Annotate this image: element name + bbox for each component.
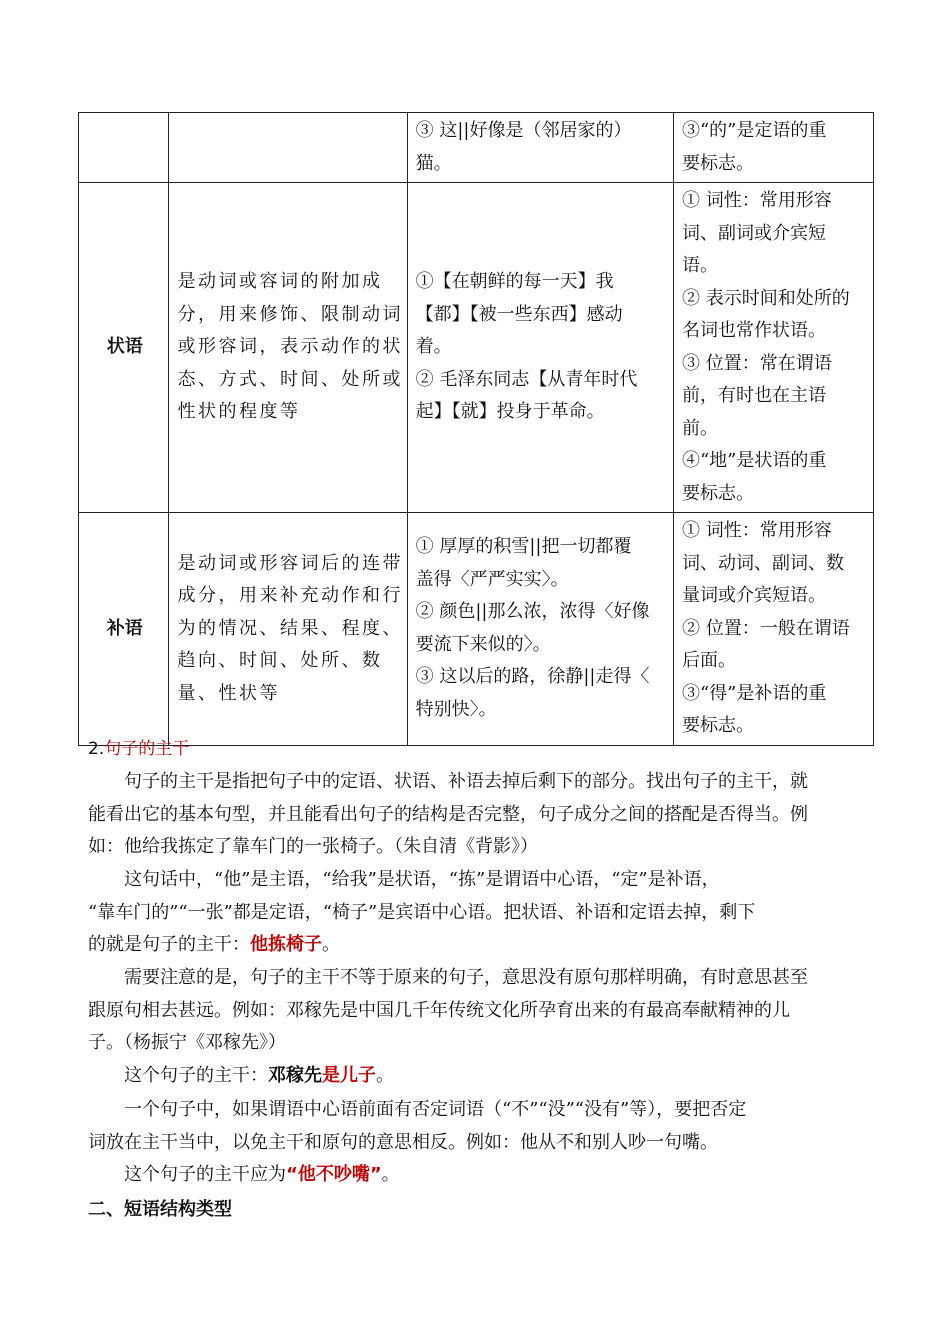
cell-line: ③ 位置：常在谓语: [681, 352, 832, 374]
text-line: 跟原句相去甚远。例如：邓稼先是中国几千年传统文化所孕育出来的有最高奉献精神的儿: [88, 999, 790, 1021]
cell-line: ② 毛泽东同志【从青年时代: [415, 368, 638, 390]
definition-cell: [169, 183, 407, 513]
cell-line: 前。: [681, 417, 718, 439]
text-span: 。: [376, 1065, 394, 1086]
text-line: 子。（杨振宁《邓稼先》）: [88, 1032, 286, 1053]
cell-line: 分，用来修饰、限制动词: [177, 303, 403, 325]
component-name-cell: 补语: [79, 513, 169, 746]
paragraph: [88, 962, 863, 1060]
paragraph: [88, 1060, 863, 1093]
table-row: [79, 113, 874, 183]
table-row: [79, 513, 874, 746]
cell-line: ③ 这以后的路，徐静||走得〈: [415, 666, 650, 688]
text-line: 词放在主干当中，以免主干和原句的意思相反。例如：他从不和别人吵一句嘴。: [88, 1131, 718, 1153]
cell-line: 要标志。: [681, 482, 754, 504]
cell-line: 语。: [681, 255, 718, 276]
cell-line: 要流下来似的〉。: [415, 633, 551, 655]
section-heading: [88, 733, 863, 766]
cell-line: 趋向、时间、处所、数: [177, 650, 383, 671]
cell-line: 量、性状等: [177, 682, 280, 704]
cell-line: ④“地”是状语的重: [681, 450, 827, 471]
definition-cell: [169, 513, 407, 746]
paragraph: [88, 766, 863, 864]
cell-line: 盖得〈严严实实〉。: [415, 568, 569, 590]
feature-cell: [673, 513, 873, 746]
text-span: 的就是句子的主干：: [88, 934, 250, 955]
bold-text: 邓稼先: [268, 1065, 322, 1086]
text-line: [88, 1060, 863, 1093]
cell-line: 词、动词、副词、数: [681, 552, 844, 574]
cell-line: 是动词或形容词后的连带: [177, 552, 403, 574]
feature-cell: [673, 113, 873, 183]
text-line: 这句话中，“他”是主语，“给我”是状语，“拣”是谓语中心语，“定”是补语，: [124, 869, 720, 890]
text-span: 这个句子的主干：: [124, 1065, 268, 1086]
cell-line: 着。: [415, 336, 452, 358]
cell-line: 量词或介宾短语。: [681, 585, 826, 606]
text-line: 需要注意的是，句子的主干不等于原来的句子，意思没有原句那样明确，有时意思甚至: [124, 967, 808, 988]
highlight-text: 他拣椅子: [250, 934, 322, 955]
cell-line: ③“的”是定语的重: [681, 120, 827, 141]
text-span: 这个句子的主干应为: [124, 1164, 286, 1185]
cell-line: ① 词性：常用形容: [681, 190, 832, 211]
cell-line: 【都】【被一些东西】感动: [415, 303, 623, 325]
text-line: 句子的主干是指把句子中的定语、状语、补语去掉后剩下的部分。找出句子的主干，就: [124, 771, 808, 792]
next-section-heading: 二、短语结构类型: [88, 1199, 232, 1220]
cell-line: ① 厚厚的积雪||把一切都覆: [415, 536, 632, 558]
section-title: 句子的主干: [104, 739, 190, 759]
cell-line: 要标志。: [681, 715, 754, 736]
paragraph: [88, 864, 863, 962]
text-line: [88, 929, 863, 962]
cell-line: ② 表示时间和处所的: [681, 287, 850, 309]
highlight-text: 是儿子: [322, 1065, 376, 1086]
cell-line: ① 词性：常用形容: [681, 520, 832, 541]
cell-line: 是动词或容词的附加成: [177, 271, 383, 293]
cell-line: 后面。: [681, 650, 736, 671]
example-cell: [407, 113, 673, 183]
text-line: [88, 1159, 863, 1192]
text-line: 一个句子中，如果谓语中心语前面有否定词语（“不”“没”“没有”等），要把否定: [124, 1099, 747, 1120]
cell-line: ② 颜色||那么浓，浓得〈好像: [415, 601, 650, 623]
cell-line: 成分，用来补充动作和行: [177, 585, 403, 606]
text-line: 能看出它的基本句型，并且能看出句子的结构是否完整，句子成分之间的搭配是否得当。例: [88, 803, 808, 825]
cell-line: 要标志。: [681, 152, 754, 174]
cell-line: 态、方式、时间、处所或: [177, 368, 403, 390]
feature-cell: [673, 183, 873, 513]
cell-line: 为的情况、结果、程度、: [177, 617, 403, 639]
cell-line: ①【在朝鲜的每一天】我: [415, 271, 614, 293]
example-cell: [407, 513, 673, 746]
component-name-cell: 状语: [79, 183, 169, 513]
section-number: 2.: [88, 739, 105, 759]
text-line: 如：他给我拣定了靠车门的一张椅子。（朱自清《背影》）: [88, 836, 538, 857]
cell-line: 性状的程度等: [177, 401, 301, 423]
paragraph: [88, 1094, 863, 1159]
cell-line: 特别快〉。: [415, 698, 497, 720]
cell-line: 词、副词或介宾短: [681, 222, 826, 244]
cell-line: 或形容词，表示动作的状: [177, 336, 403, 358]
cell-line: ② 位置：一般在谓语: [681, 617, 850, 639]
cell-line: 起】【就】投身于革命。: [415, 401, 605, 423]
paragraph: [88, 1159, 863, 1192]
cell-line: 前，有时也在主语: [681, 385, 826, 406]
sentence-component-table: [78, 112, 874, 746]
cell-line: ③“得”是补语的重: [681, 682, 827, 704]
example-cell: [407, 183, 673, 513]
cell-line: 猫。: [415, 152, 452, 174]
text-span: 。: [322, 934, 340, 955]
cell-line: ③ 这||好像是（邻居家的）: [415, 120, 632, 141]
component-name-cell: [79, 113, 169, 183]
definition-cell: [169, 113, 407, 183]
table-row: [79, 183, 874, 513]
text-line: “靠车门的”“一张”都是定语，“椅子”是宾语中心语。把状语、补语和定语去掉，剩下: [88, 901, 756, 923]
highlight-text: “他不吵嘴”: [286, 1164, 382, 1185]
text-span: 。: [381, 1164, 400, 1185]
cell-line: 名词也常作状语。: [681, 320, 826, 341]
